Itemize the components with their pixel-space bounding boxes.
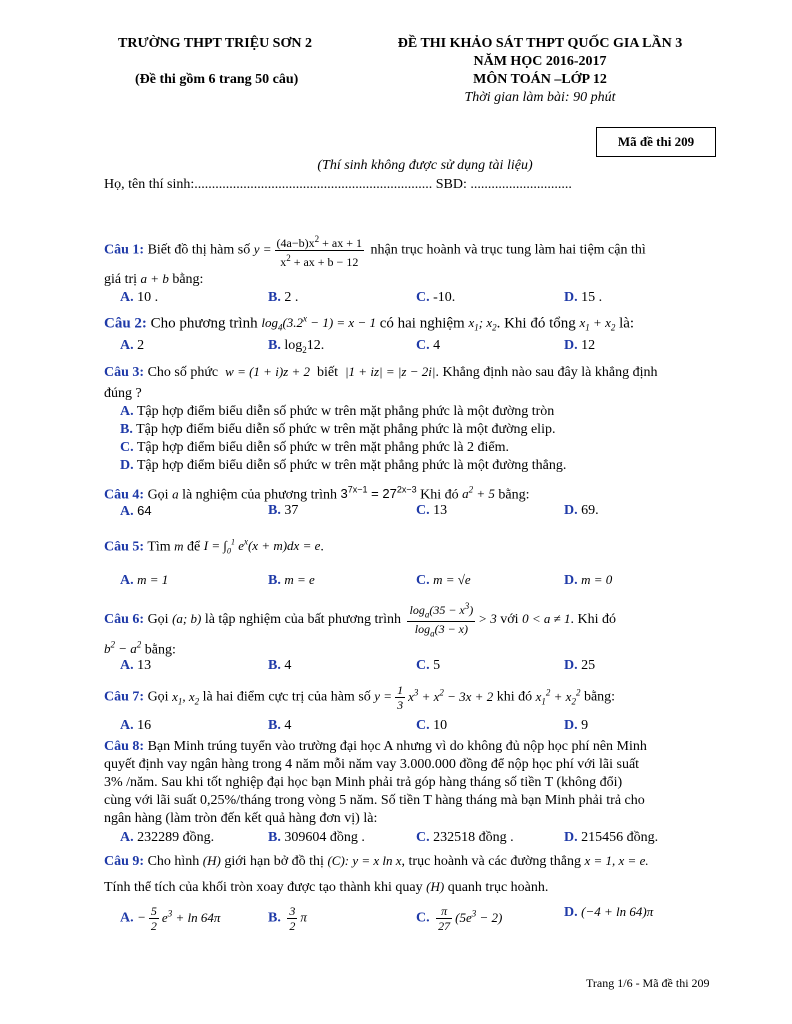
- q5-option-c[interactable]: C. m = √e: [416, 572, 471, 588]
- question-8-line: 3% /năm. Sau khi tốt nghiệp đại học bạn Minh phải trả góp hàng tháng số tiền T (không đổi): [104, 775, 623, 790]
- pages-note: (Đề thi gồm 6 trang 50 câu): [135, 72, 299, 87]
- q5-option-d[interactable]: D. m = 0: [564, 572, 613, 588]
- question-8-line: cùng với lãi suất 0,25%/tháng trong vòng 5 năm. Số tiền T hàng tháng mà bạn Minh phải trả cho: [104, 793, 645, 808]
- q2-option-d[interactable]: D. 12: [564, 338, 596, 353]
- q1-option-b[interactable]: B. 2 .: [268, 290, 299, 305]
- page-footer: Trang 1/6 - Mã đề thi 209: [586, 976, 710, 990]
- q4-option-b[interactable]: B. 37: [268, 503, 299, 518]
- no-docs-note: (Thí sinh không được sử dụng tài liệu): [317, 158, 533, 173]
- question-2: Câu 2: Cho phương trình $\log_4(3.2^x - 1) = x - 1$ có hai nghiệm $x_1$; $x_2$. Khi đó tổng $x_1 + x_2$ là:: [104, 314, 635, 333]
- q5-option-b[interactable]: B. m = e: [268, 572, 315, 588]
- school-name: TRƯỜNG THPT TRIỆU SƠN 2: [118, 36, 312, 51]
- q6-option-a[interactable]: A. 13: [120, 658, 152, 673]
- exam-time: Thời gian làm bài: 90 phút: [464, 90, 616, 105]
- q6-option-c[interactable]: C. 5: [416, 658, 441, 673]
- question-3: Câu 3: Cho số phức w = (1 + i)z + 2 biết |1 + iz| = |z − 2i|. Khẳng định nào sau đây là khẳng định: [104, 364, 658, 380]
- q7-option-a[interactable]: A. 16: [120, 718, 152, 733]
- q8-option-b[interactable]: B. 309604 đồng .: [268, 830, 365, 845]
- exam-code-box: Mã đề thi 209: [596, 127, 716, 157]
- question-8-line: quyết định vay ngân hàng trong 4 năm mỗi năm vay 3.000.000 đồng để nộp học phí với lãi suất: [104, 757, 640, 772]
- question-4: Câu 4: Gọi a là nghiệm của phương trình $3^{7x-1} = 27^{2x-3}$ Khi đó $a^2 + 5$ bằng:: [104, 485, 530, 503]
- question-7: Câu 7: Gọi $x_1$, $x_2$ là hai điểm cực trị của hàm số y = $\frac{1}{3}$ $x^3 + x^2 - 3x + 2$ khi đó $x_1^2 + x_2^2$ bằng:: [104, 683, 616, 712]
- q7-option-d[interactable]: D. 9: [564, 718, 589, 733]
- q8-option-c[interactable]: C. 232518 đồng .: [416, 830, 514, 845]
- q4-option-d[interactable]: D. 69.: [564, 503, 599, 518]
- question-9: Câu 9: Cho hình (H) giới hạn bở đồ thị (C): y = x ln x, trục hoành và các đường thẳng x = 1, x = e.: [104, 853, 649, 869]
- exam-year: NĂM HỌC 2016-2017: [473, 54, 607, 69]
- q9-option-c[interactable]: C. $\frac{\pi}{27}$ $(5e^3 - 2)$: [416, 904, 503, 933]
- q3-option-c[interactable]: C. Tập hợp điểm biểu diễn số phức w trên mặt phẳng phức là 2 điểm.: [120, 440, 509, 455]
- q4-option-c[interactable]: C. 13: [416, 503, 448, 518]
- fraction: $\frac{(4a-b)x^2 + ax + 1}{x^2 + ax + b - 12}$: [276, 234, 362, 269]
- question-9-cont: Tính thể tích của khối tròn xoay được tạo thành khi quay (H) quanh trục hoành.: [104, 879, 549, 895]
- q7-option-c[interactable]: C. 10: [416, 718, 448, 733]
- q3-option-a[interactable]: A. Tập hợp điểm biểu diễn số phức w trên mặt phẳng phức là một đường tròn: [120, 404, 555, 419]
- q2-option-b[interactable]: B. $\log_212$.: [268, 338, 325, 355]
- question-3-cont: đúng ?: [104, 386, 142, 401]
- question-1: Câu 1: Biết đồ thị hàm số y = $\frac{(4a-b)x^2 + ax + 1}{x^2 + ax + b - 12}$ nhận trục hoành và trục tung làm hai tiệm cận thì: [104, 234, 646, 269]
- q6-option-d[interactable]: D. 25: [564, 658, 596, 673]
- q8-option-a[interactable]: A. 232289 đồng.: [120, 830, 215, 845]
- question-8-line: ngân hàng (làm tròn đến kết quả hàng đơn vị) là:: [104, 811, 378, 826]
- question-1-cont: giá trị a + b bằng:: [104, 271, 204, 287]
- question-6: Câu 6: Gọi (a; b) là tập nghiệm của bất phương trình $\frac{\log_a(35 - x^3)}{\log_a(3 - x)}$ > 3 với 0 < a ≠ 1. Khi đó: [104, 601, 616, 639]
- q9-option-b[interactable]: B. $\frac{3}{2}$ π: [268, 904, 307, 933]
- q6-option-b[interactable]: B. 4: [268, 658, 292, 673]
- q5-option-a[interactable]: A. m = 1: [120, 572, 169, 588]
- q9-option-d[interactable]: D. (−4 + ln 64)π: [564, 904, 654, 920]
- q9-option-a[interactable]: A. − $\frac{5}{2}$ $e^3 + \ln 64\pi$: [120, 904, 221, 933]
- q1-option-c[interactable]: C. -10.: [416, 290, 456, 305]
- candidate-name-line: Họ, tên thí sinh:.................................................................... SBD: .............................: [104, 177, 572, 192]
- q1-option-a[interactable]: A. 10 .: [120, 290, 159, 305]
- q3-option-d[interactable]: D. Tập hợp điểm biểu diễn số phức w trên mặt phẳng phức là một đường thẳng.: [120, 458, 567, 473]
- q7-option-b[interactable]: B. 4: [268, 718, 292, 733]
- q2-option-c[interactable]: C. 4: [416, 338, 441, 353]
- q8-option-d[interactable]: D. 215456 đồng.: [564, 830, 659, 845]
- q3-option-b[interactable]: B. Tập hợp điểm biểu diễn số phức w trên mặt phẳng phức là một đường elip.: [120, 422, 556, 437]
- q1-option-d[interactable]: D. 15 .: [564, 290, 603, 305]
- q4-option-a[interactable]: A. 64: [120, 503, 152, 519]
- formula: y =: [253, 241, 272, 257]
- exam-title: ĐỀ THI KHẢO SÁT THPT QUỐC GIA LẦN 3: [397, 36, 683, 51]
- q2-option-a[interactable]: A. 2: [120, 338, 145, 353]
- question-5: Câu 5: Tìm m để $I = \int_0^1$ $e^x(x + m)dx = e$.: [104, 537, 324, 556]
- question-8: Câu 8: Bạn Minh trúng tuyển vào trường đại học A nhưng vì do không đủ nộp học phí nên Minh: [104, 739, 647, 754]
- question-1-label: Câu 1:: [104, 242, 145, 258]
- question-6-cont: $b^2 - a^2$ bằng:: [104, 640, 176, 658]
- exam-subject: MÔN TOÁN –LỚP 12: [473, 72, 607, 87]
